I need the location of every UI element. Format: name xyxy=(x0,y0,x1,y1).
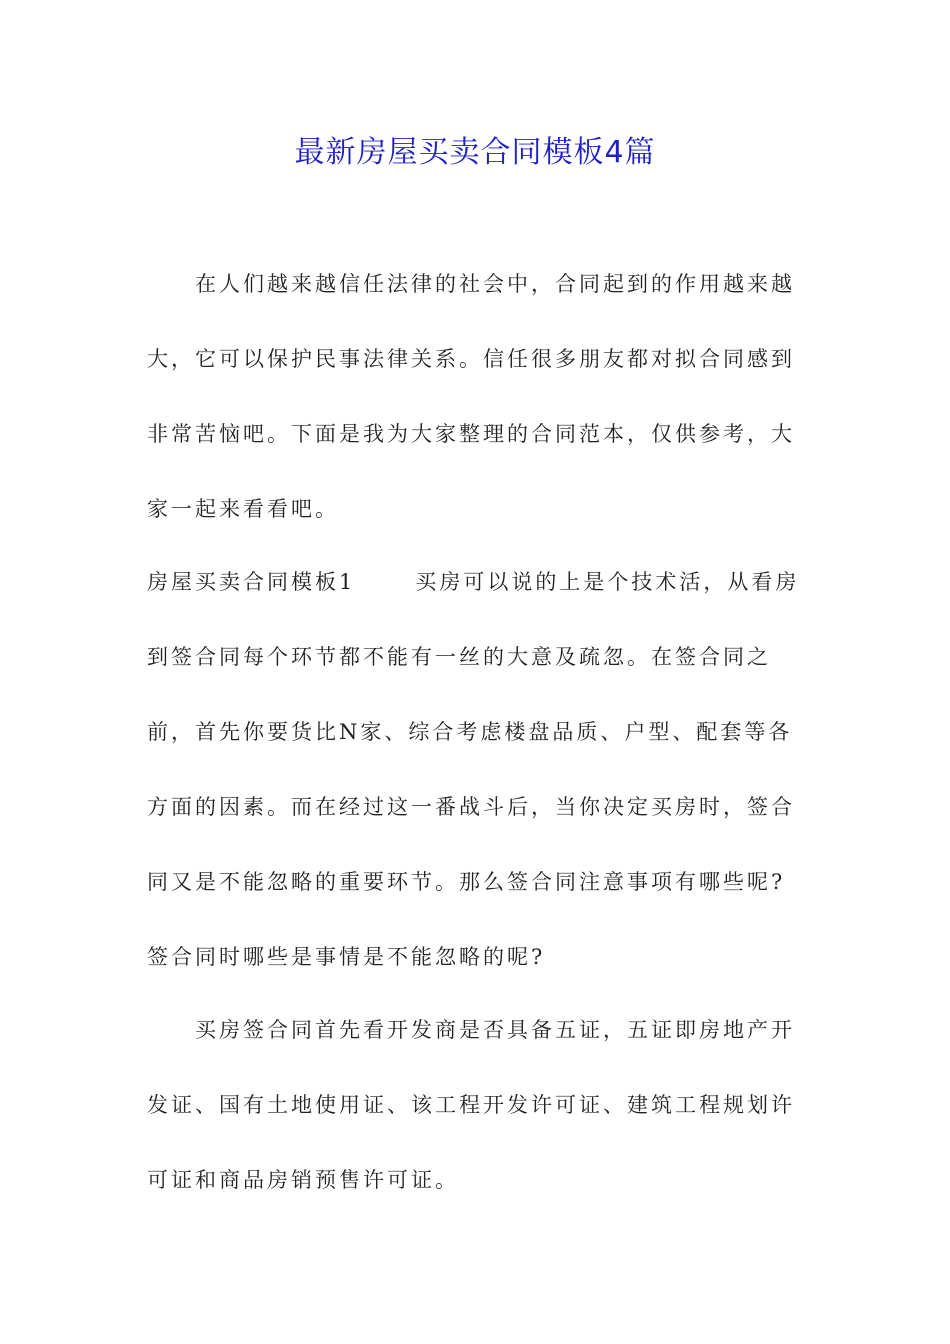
document-title: 最新房屋买卖合同模板4篇 xyxy=(294,135,656,170)
section1-paragraph xyxy=(147,545,809,995)
section1-heading: 房屋买卖合同模板1 xyxy=(147,570,356,594)
intro-paragraph: 在人们越来越信任法律的社会中，合同起到的作用越来越大，它可以保护民事法律关系。信任很多朋友都对拟合同感到非常苦恼吧。下面是我为大家整理的合同范本，仅供参考，大家一起来看看吧。 xyxy=(147,272,795,521)
section1-text: 买房可以说的上是个技术活，从看房到签合同每个环节都不能有一丝的大意及疏忽。在签合同之前，首先你要货比N家、综合考虑楼盘品质、户型、配套等各方面的因素。而在经过这一番战斗后，当你决定买房时，签合同又是不能忽略的重要环节。那么签合同注意事项有哪些呢?签合同时哪些是事情是不能忽略的呢? xyxy=(147,570,800,969)
five-certificates-paragraph: 买房签合同首先看开发商是否具备五证，五证即房地产开发证、国有土地使用证、该工程开发许可证、建筑工程规划许可证和商品房销预售许可证。 xyxy=(147,1018,795,1192)
